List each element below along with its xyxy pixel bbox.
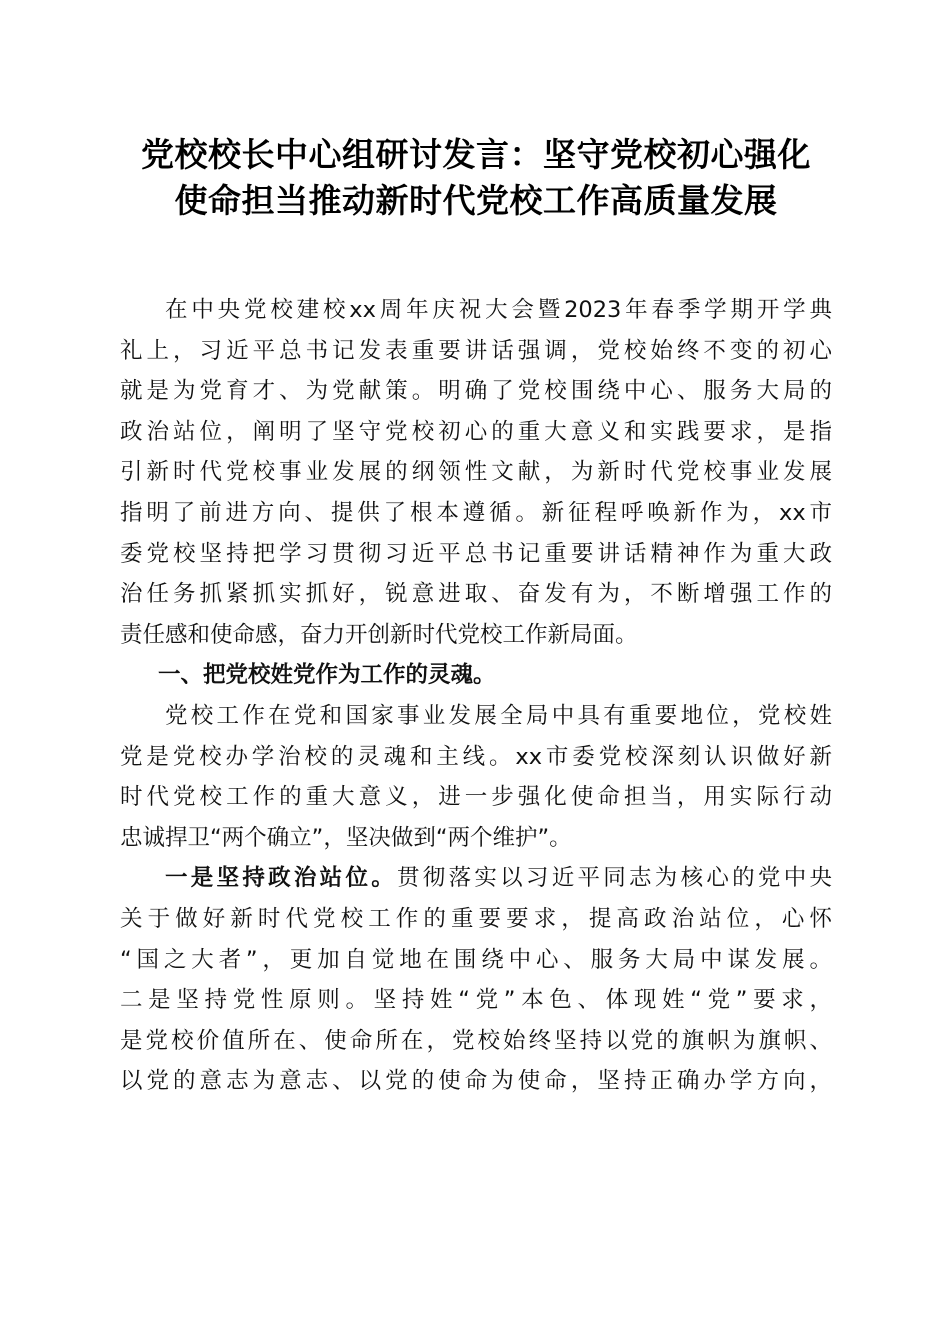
section-heading-1: 一、把党校姓党作为工作的灵魂。 <box>158 662 496 689</box>
text-line: 二是坚持党性原则。坚持姓“党”本色、体现姓“党”要求， <box>120 987 832 1014</box>
text-line: 引新时代党校事业发展的纲领性文献，为新时代党校事业发展 <box>120 459 832 486</box>
paragraph-section-1 <box>120 696 832 858</box>
paragraph-political-stance <box>120 858 832 1102</box>
text-line: 以党的意志为意志、以党的使命为使命，坚持正确办学方向， <box>120 1068 832 1095</box>
text-line: 指明了前进方向、提供了根本遵循。新征程呼唤新作为，xx市 <box>120 499 832 526</box>
paragraph-intro <box>120 290 832 655</box>
text-line: “国之大者”，更加自觉地在围绕中心、服务大局中谋发展。 <box>120 946 832 973</box>
text-line: 忠诚捍卫“两个确立”，坚决做到“两个维护”。 <box>120 824 572 851</box>
text-line: 就是为党育才、为党献策。明确了党校围绕中心、服务大局的 <box>120 378 832 405</box>
text-line: 党是党校办学治校的灵魂和主线。xx市委党校深刻认识做好新 <box>120 743 832 770</box>
title-line-2: 使命担当推动新时代党校工作高质量发展 <box>174 181 778 220</box>
document-title <box>120 132 832 224</box>
text-line <box>120 858 832 899</box>
text-line: 关于做好新时代党校工作的重要要求，提高政治站位，心怀 <box>120 905 832 932</box>
text-line: 在中央党校建校xx周年庆祝大会暨2023年春季学期开学典 <box>165 297 832 323</box>
title-line-1: 党校校长中心组研讨发言：坚守党校初心强化 <box>141 135 811 174</box>
text-line: 委党校坚持把学习贯彻习近平总书记重要讲话精神作为重大政 <box>120 540 832 567</box>
text-line: 礼上，习近平总书记发表重要讲话强调，党校始终不变的初心 <box>120 337 832 364</box>
lead-rest: 贯彻落实以习近平同志为核心的党中央 <box>397 865 832 892</box>
text-line: 政治站位，阐明了坚守党校初心的重大意义和实践要求，是指 <box>120 418 832 445</box>
lead-phrase: 一是坚持政治站位。 <box>165 865 398 892</box>
text-line: 责任感和使命感，奋力开创新时代党校工作新局面。 <box>120 621 638 648</box>
text-line: 时代党校工作的重大意义，进一步强化使命担当，用实际行动 <box>120 784 832 811</box>
text-line: 是党校价值所在、使命所在，党校始终坚持以党的旗帜为旗帜、 <box>120 1027 832 1054</box>
document-body <box>120 290 832 1102</box>
text-line: 党校工作在党和国家事业发展全局中具有重要地位，党校姓 <box>165 702 832 729</box>
text-line: 治任务抓紧抓实抓好，锐意进取、奋发有为，不断增强工作的 <box>120 581 832 608</box>
document-page <box>120 132 832 1102</box>
